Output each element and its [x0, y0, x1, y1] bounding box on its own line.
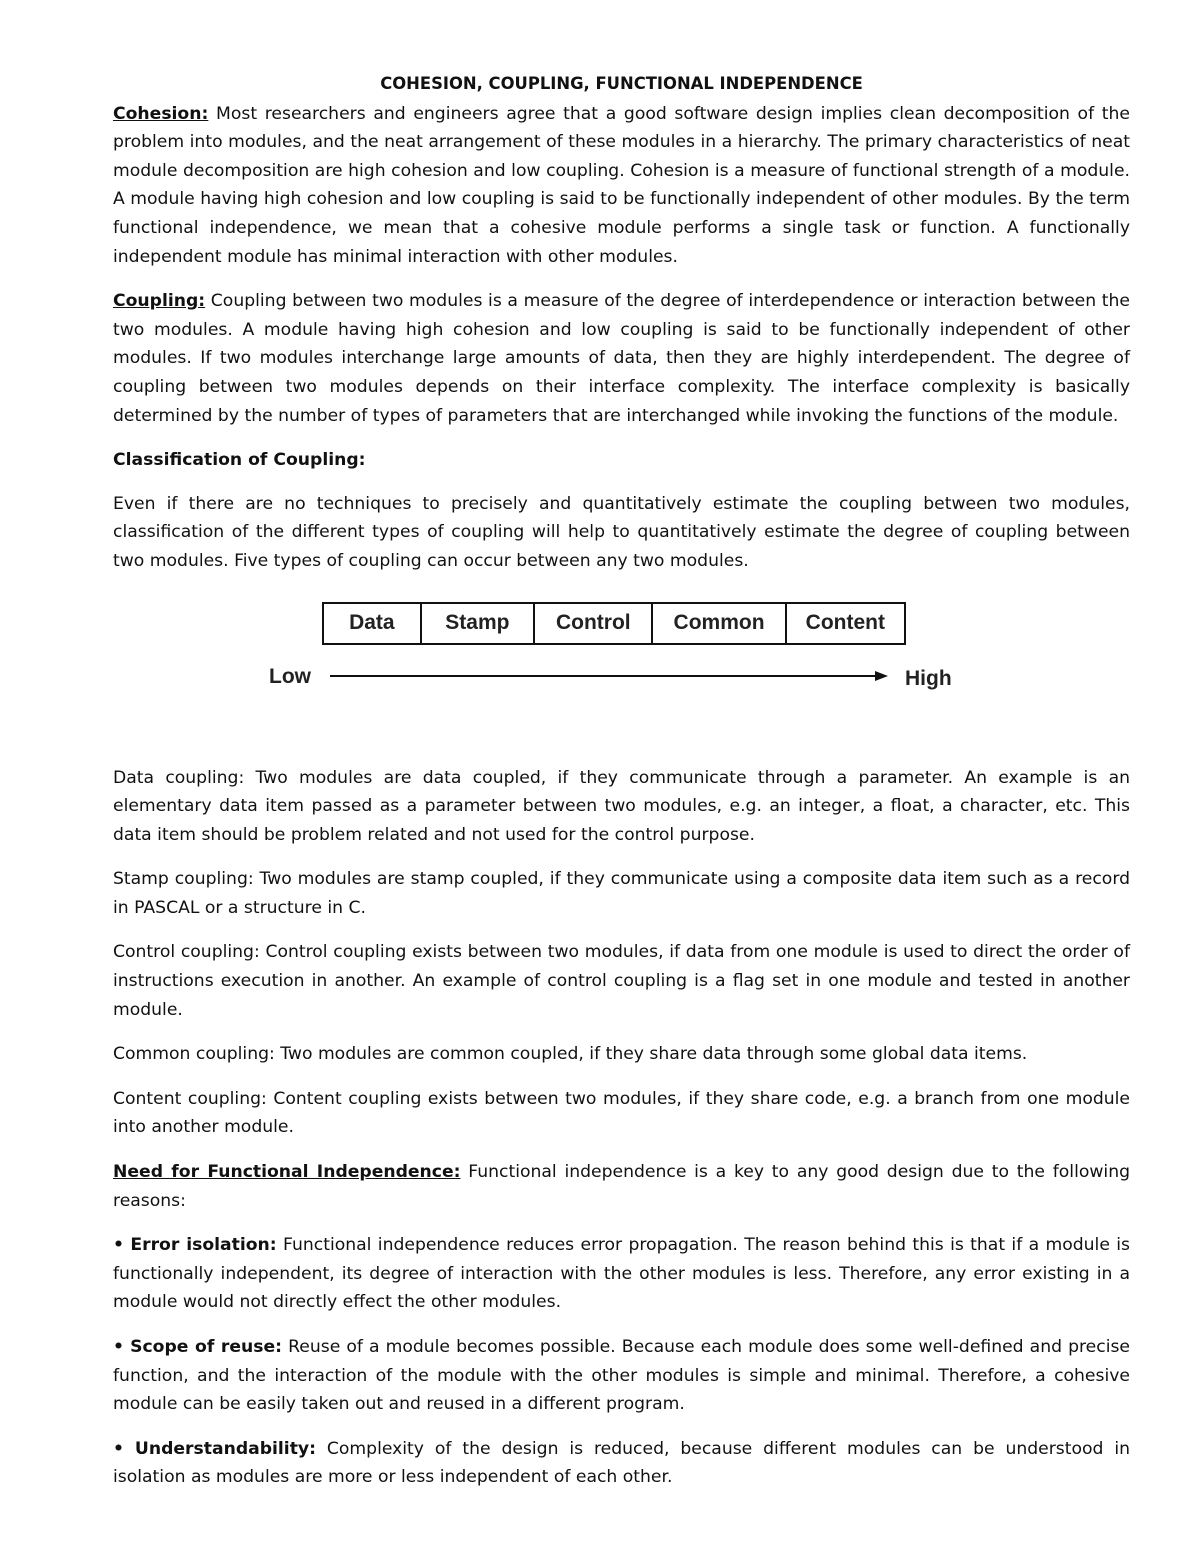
scale-cell-data: Data — [324, 604, 422, 643]
reason-label: Scope of reuse: — [130, 1337, 283, 1357]
scale-high-label: High — [905, 666, 952, 690]
scale-cell-control: Control — [535, 604, 653, 643]
data-coupling-paragraph: Data coupling: Two modules are data coupled, if they communicate through a parameter. An example is an elementary data item passed as a parameter between two modules, e.g. an integer, a float, a character, etc. This data item should be problem related and not used for the control purpose. — [113, 767, 1130, 845]
need-label: Need for Functional Independence: — [113, 1162, 461, 1183]
cohesion-paragraph — [113, 100, 1130, 272]
bullet-icon: • — [113, 1438, 124, 1459]
need-text: Functional independence is a key to any good design due to the following reasons: — [113, 1162, 1130, 1211]
reason-label: Understandability: — [134, 1438, 316, 1459]
coupling-scale-diagram — [113, 592, 1130, 752]
page-title: COHESION, COUPLING, FUNCTIONAL INDEPENDENCE — [380, 74, 863, 93]
control-coupling-paragraph: Control coupling: Control coupling exists between two modules, if data from one module is used to direct the order of instructions execution in another. An example of control coupling is a flag set in one module and tested in another module. — [113, 942, 1130, 1020]
coupling-label: Coupling: — [113, 291, 206, 312]
classification-heading: Classification of Coupling: — [113, 450, 366, 471]
need-paragraph — [113, 1158, 1130, 1215]
reason-text: Functional independence reduces error propagation. The reason behind this is that if a module is functionally independent, its degree of interaction with the other modules is less. Therefore, any error existing in a module would not directly effect the other modules. — [113, 1235, 1130, 1313]
low-to-high-arrow-icon — [330, 669, 890, 683]
scale-cell-stamp: Stamp — [422, 604, 535, 643]
stamp-coupling-paragraph: Stamp coupling: Two modules are stamp coupled, if they communicate using a composite data item such as a record in PASCAL or a structure in C. — [113, 869, 1130, 918]
scale-low-label: Low — [269, 664, 311, 688]
document-page — [113, 70, 1130, 1508]
reason-error-isolation — [113, 1231, 1130, 1317]
bullet-icon: • — [113, 1235, 124, 1256]
reason-text: Complexity of the design is reduced, because different modules can be understood in isolation as modules are more or less independent of each other. — [113, 1438, 1130, 1488]
scale-cell-common: Common — [653, 604, 786, 643]
content-coupling-paragraph: Content coupling: Content coupling exists between two modules, if they share code, e.g. a branch from one module into another module. — [113, 1088, 1130, 1138]
scale-cell-content: Content — [805, 610, 885, 634]
reason-label: Error isolation: — [130, 1235, 277, 1256]
reason-scope-of-reuse — [113, 1333, 1130, 1419]
coupling-scale-box — [322, 602, 906, 645]
bullet-icon: • — [113, 1337, 124, 1357]
reason-understandability — [113, 1435, 1130, 1492]
common-coupling-paragraph: Common coupling: Two modules are common coupled, if they share data through some global data items. — [113, 1044, 1028, 1065]
coupling-text: Coupling between two modules is a measure of the degree of interdependence or interaction between the two modules. A module having high cohesion and low coupling is said to be functionally independent of other modules. If two modules interchange large amounts of data, then they are highly interdependent. The degree of coupling between two modules depends on their interface complexity. The interface complexity is basically determined by the number of types of parameters that are interchanged while invoking the functions of the module. — [113, 291, 1130, 426]
reason-text: Reuse of a module becomes possible. Because each module does some well-defined and precise function, and the interaction of the module with the other modules is simple and minimal. Therefore, a cohesive module can be easily taken out and reused in a different program. — [113, 1337, 1131, 1415]
coupling-paragraph — [113, 287, 1130, 430]
cohesion-text: Most researchers and engineers agree that a good software design implies clean decomposition of the problem into modules, and the neat arrangement of these modules in a hierarchy. The primary characteristics of neat module decomposition are high cohesion and low coupling. Cohesion is a measure of functional strength of a module. A module having high cohesion and low coupling is said to be functionally independent of other modules. By the term functional independence, we mean that a cohesive module performs a single task or function. A functionally independent module has minimal interaction with other modules. — [113, 103, 1130, 267]
cohesion-label: Cohesion: — [113, 103, 209, 124]
classification-paragraph: Even if there are no techniques to precisely and quantitatively estimate the coupling between two modules, classification of the different types of coupling will help to quantitatively estimate the degree of coupling between two modules. Five types of coupling can occur between any two modules. — [113, 493, 1130, 571]
